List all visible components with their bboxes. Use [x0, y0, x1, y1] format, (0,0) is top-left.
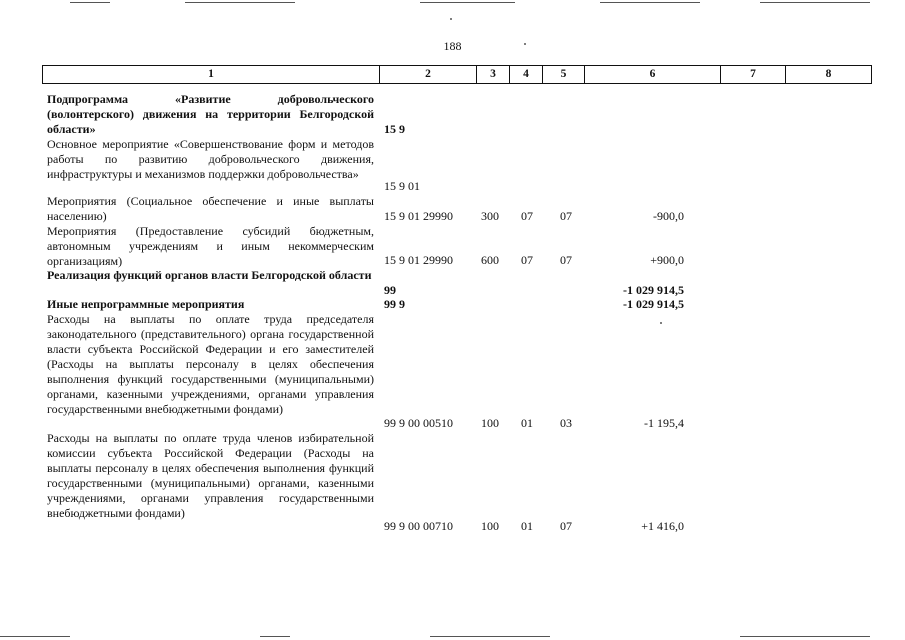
- row-amount: -1 029 914,5: [623, 283, 684, 297]
- row-rz: 07: [521, 209, 533, 223]
- scan-edge-top: [760, 2, 870, 3]
- row-rz: 07: [521, 253, 533, 267]
- row-pr: 03: [560, 416, 572, 430]
- row-pr: 07: [560, 209, 572, 223]
- header-col-3: 3: [477, 66, 510, 83]
- row-amount: +1 416,0: [641, 519, 684, 533]
- row-description: Мероприятия (Предоставление субсидий бюджетным, автономным учреждениям и иным некоммерческим организациям): [47, 224, 374, 268]
- row-amount: +900,0: [650, 253, 684, 267]
- row-code: 15 9 01: [384, 179, 420, 193]
- row-vr: 100: [481, 416, 499, 430]
- scan-speck: [450, 18, 452, 20]
- row-pr: 07: [560, 519, 572, 533]
- row-description: Мероприятия (Социальное обеспечение и иные выплаты населению): [47, 194, 374, 223]
- table-header-row: [42, 65, 872, 84]
- row-rz: 01: [521, 519, 533, 533]
- row-rz: 01: [521, 416, 533, 430]
- header-col-5: 5: [543, 66, 585, 83]
- row-vr: 100: [481, 519, 499, 533]
- header-col-7: 7: [721, 66, 786, 83]
- row-vr: 300: [481, 209, 499, 223]
- scan-edge-top: [185, 2, 295, 3]
- row-code: 15 9 01 29990: [384, 209, 453, 223]
- page-number: 188: [443, 39, 462, 53]
- scan-edge-bottom: [260, 636, 290, 637]
- row-description: Иные непрограммные мероприятия: [47, 297, 245, 311]
- row-description: Расходы на выплаты по оплате труда членов избирательной комиссии субъекта Российской Федерации (Расходы на выплаты персоналу в целях обеспечения выполнения функций государственными (муниципальными) органами, казенными учреждениями, органами управления государственными внебюджетными фондами): [47, 431, 374, 520]
- row-amount: -1 195,4: [644, 416, 684, 430]
- header-col-4: 4: [510, 66, 543, 83]
- header-col-2: 2: [380, 66, 477, 83]
- scan-edge-top: [70, 2, 110, 3]
- row-code: 99 9 00 00510: [384, 416, 453, 430]
- row-amount: -1 029 914,5: [623, 297, 684, 311]
- row-code: 15 9 01 29990: [384, 253, 453, 267]
- header-col-8: 8: [825, 68, 832, 80]
- scan-edge-bottom: [740, 636, 870, 637]
- scan-speck: [660, 322, 662, 324]
- row-vr: 600: [481, 253, 499, 267]
- row-description: Подпрограмма «Развитие добровольческого (волонтерского) движения на территории Белгородской области»: [47, 92, 374, 136]
- row-amount: -900,0: [653, 209, 684, 223]
- row-description: Реализация функций органов власти Белгородской области: [47, 268, 372, 282]
- row-code: 99: [384, 283, 396, 297]
- row-pr: 07: [560, 253, 572, 267]
- header-col-1: 1: [43, 66, 380, 83]
- scan-edge-top: [420, 2, 515, 3]
- row-description: Основное мероприятие «Совершенствование форм и методов работы по развитию добровольческого движения, инфраструктуры и механизмов поддержки добровольчества»: [47, 137, 374, 181]
- header-col-6: 6: [585, 66, 721, 83]
- row-code: 15 9: [384, 122, 405, 136]
- row-code: 99 9 00 00710: [384, 519, 453, 533]
- scan-edge-top: [600, 2, 700, 3]
- scan-edge-bottom: [430, 636, 550, 637]
- row-description: Расходы на выплаты по оплате труда председателя законодательного (представительного) органа государственной власти субъекта Российской Федерации и его заместителей (Расходы на выплаты персоналу в целях обеспечения выполнения функций государственными (муниципальными) органами, казенными учреждениями, органами управления государственными внебюджетными фондами): [47, 312, 374, 416]
- scan-edge-bottom: [0, 636, 70, 637]
- row-code: 99 9: [384, 297, 405, 311]
